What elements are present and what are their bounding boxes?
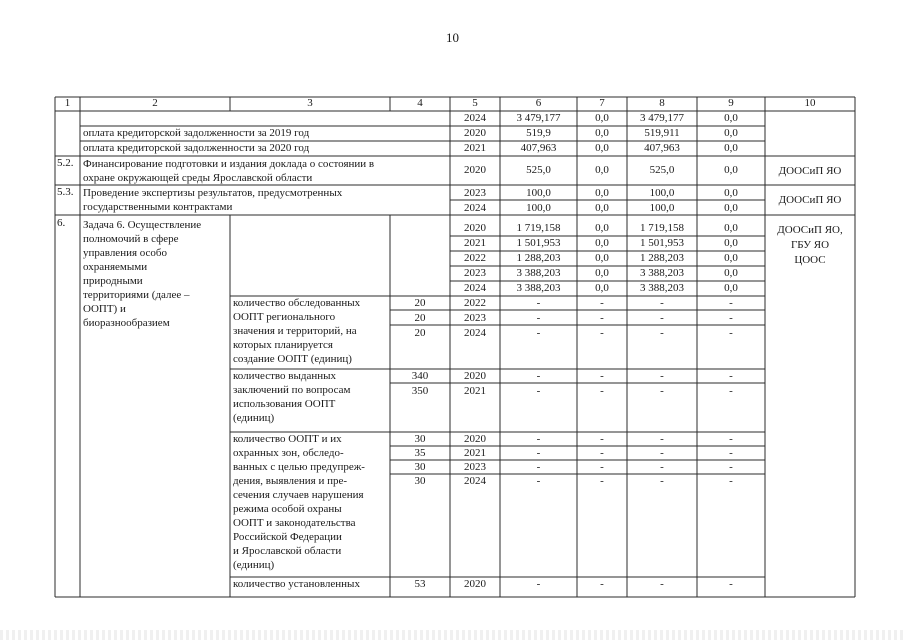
top-row-year: 2021 — [464, 142, 486, 154]
column-header-2: 2 — [152, 97, 158, 109]
task6-finance-c6: 3 388,203 — [516, 282, 561, 294]
row-53-c8: 100,0 — [649, 187, 675, 199]
task6-finance-c9: 0,0 — [724, 252, 738, 264]
indicator-name: использования ООПТ — [233, 398, 336, 410]
row-52-c8: 525,0 — [649, 164, 675, 176]
task6-finance-c7: 0,0 — [595, 267, 609, 279]
task6-finance-c8: 3 388,203 — [640, 267, 684, 279]
task-description: ООПТ) и — [83, 303, 126, 315]
indicator-name: дения, выявления и пре- — [233, 475, 348, 487]
row-53-c6: 100,0 — [526, 187, 551, 199]
task6-finance-c7: 0,0 — [595, 222, 609, 234]
row-52-c6: 525,0 — [526, 164, 551, 176]
task6-finance-year: 2024 — [464, 282, 486, 294]
indicator-row-c9: - — [729, 312, 733, 324]
task6-finance-c9: 0,0 — [724, 237, 738, 249]
indicator-row-year: 2020 — [464, 433, 486, 445]
indicator-name: заключений по вопросам — [233, 384, 351, 396]
column-header-5: 5 — [472, 97, 478, 109]
column-header-4: 4 — [417, 97, 423, 109]
indicator-row-c8: - — [660, 312, 664, 324]
indicator-value: 350 — [411, 385, 429, 397]
indicator-row-c9: - — [729, 475, 733, 487]
top-row-c9: 0,0 — [724, 142, 738, 154]
task-description: охраняемыми — [83, 261, 148, 273]
indicator-row-c6: - — [536, 297, 541, 309]
top-row-c8: 3 479,177 — [640, 112, 684, 124]
task-description: территориями (далее – — [83, 289, 190, 301]
top-row-c9: 0,0 — [724, 127, 738, 139]
indicator-row-c7: - — [600, 461, 604, 473]
indicator-row-c7: - — [600, 312, 604, 324]
indicator-row-c8: - — [660, 297, 664, 309]
row-53-c8: 100,0 — [649, 202, 675, 214]
indicator-row-c9: - — [729, 461, 733, 473]
row-53-year: 2023 — [464, 187, 486, 199]
indicator-name: ванных с целью предупреж- — [233, 461, 365, 473]
indicator-name: охранных зон, обследо- — [233, 447, 344, 459]
task6-finance-c8: 1 288,203 — [640, 252, 684, 264]
row-52-c9: 0,0 — [724, 164, 738, 176]
indicator-row-year: 2020 — [464, 370, 486, 382]
indicator-name: режима особой охраны — [233, 503, 342, 515]
indicator-value: 53 — [414, 578, 426, 590]
top-row-c6: 407,963 — [520, 142, 557, 154]
executor: ДООСиП ЯО — [778, 194, 842, 206]
indicator-row-c7: - — [600, 447, 604, 459]
indicator-row-c7: - — [600, 370, 604, 382]
top-row-c6: 519,9 — [526, 127, 551, 139]
indicator-row-year: 2024 — [464, 475, 486, 487]
indicator-row-year: 2021 — [464, 447, 486, 459]
top-row-year: 2020 — [464, 127, 486, 139]
column-header-1: 1 — [64, 97, 71, 109]
indicator-name: ООПТ регионального — [233, 311, 336, 323]
top-row-c6: 3 479,177 — [516, 112, 561, 124]
indicator-value: 20 — [414, 327, 426, 339]
indicator-row-c8: - — [660, 385, 664, 397]
task6-finance-c8: 3 388,203 — [640, 282, 684, 294]
indicator-row-c8: - — [660, 327, 664, 339]
indicator-row-c6: - — [536, 475, 541, 487]
executor: ЦООС — [794, 254, 826, 266]
row-52-c7: 0,0 — [595, 164, 609, 176]
column-header-9: 9 — [728, 97, 734, 109]
indicator-row-c6: - — [536, 433, 541, 445]
task-description: Задача 6. Осуществление — [83, 219, 202, 231]
task6-finance-c8: 1 719,158 — [640, 222, 684, 234]
task6-finance-c9: 0,0 — [724, 282, 738, 294]
column-header-6: 6 — [535, 97, 542, 109]
indicator-row-c9: - — [729, 327, 733, 339]
indicator-value: 35 — [414, 447, 426, 459]
indicator-name: и Ярославской области — [233, 545, 342, 557]
row-52-year: 2020 — [464, 164, 486, 176]
indicator-row-c7: - — [600, 297, 604, 309]
indicator-row-c6: - — [536, 327, 541, 339]
task-description: управления особо — [83, 247, 168, 259]
indicator-row-c8: - — [660, 475, 664, 487]
item-description: охране окружающей среды Ярославской области — [83, 172, 313, 184]
indicator-row-year: 2022 — [464, 297, 486, 309]
task-description: полномочий в сфере — [83, 233, 179, 245]
indicator-row-c9: - — [729, 578, 733, 590]
indicator-row-year: 2021 — [464, 385, 486, 397]
indicator-name: (единиц) — [233, 412, 275, 424]
indicator-row-year: 2023 — [464, 461, 486, 473]
indicator-value: 30 — [414, 461, 426, 473]
row-53-c9: 0,0 — [724, 202, 738, 214]
task6-finance-c9: 0,0 — [724, 222, 738, 234]
column-header-8: 8 — [659, 97, 665, 109]
executor: ДООСиП ЯО, — [777, 224, 843, 236]
indicator-row-c9: - — [729, 370, 733, 382]
indicator-name: количество выданных — [233, 370, 336, 382]
row-53-c9: 0,0 — [724, 187, 738, 199]
indicator-row-c7: - — [600, 433, 604, 445]
top-row-year: 2024 — [464, 112, 486, 124]
indicator-row-c9: - — [729, 385, 733, 397]
indicator-value: 30 — [414, 433, 426, 445]
item-description: оплата кредиторской задолженности за 2020 год — [83, 142, 310, 154]
scan-edge-artifact — [0, 630, 905, 640]
row-53-c6: 100,0 — [526, 202, 551, 214]
task6-finance-c6: 1 288,203 — [516, 252, 561, 264]
task6-finance-c7: 0,0 — [595, 252, 609, 264]
top-row-c8: 407,963 — [644, 142, 680, 154]
indicator-row-year: 2024 — [464, 327, 486, 339]
indicator-row-c9: - — [729, 433, 733, 445]
indicator-row-c8: - — [660, 461, 664, 473]
indicator-name: создание ООПТ (единиц) — [233, 353, 352, 365]
row-53-year: 2024 — [464, 202, 486, 214]
indicator-row-c9: - — [729, 447, 733, 459]
indicator-row-c6: - — [536, 385, 541, 397]
indicator-row-year: 2020 — [464, 578, 486, 590]
top-row-c7: 0,0 — [595, 127, 609, 139]
indicator-row-c7: - — [600, 578, 604, 590]
indicator-row-c6: - — [536, 370, 541, 382]
page-number: 10 — [446, 30, 459, 45]
indicator-name: значения и территорий, на — [233, 325, 357, 337]
indicator-row-c6: - — [536, 461, 541, 473]
task6-finance-c7: 0,0 — [595, 237, 609, 249]
item-number: 5.3. — [57, 186, 74, 198]
task6-finance-c6: 3 388,203 — [516, 267, 561, 279]
top-row-c9: 0,0 — [724, 112, 738, 124]
task6-finance-c8: 1 501,953 — [640, 237, 684, 249]
indicator-name: количество ООПТ и их — [233, 433, 342, 445]
indicator-row-c8: - — [660, 447, 664, 459]
indicator-row-c6: - — [536, 447, 541, 459]
task6-finance-year: 2023 — [464, 267, 486, 279]
row-53-c7: 0,0 — [595, 187, 609, 199]
indicator-name: (единиц) — [233, 559, 275, 571]
top-row-c7: 0,0 — [595, 112, 609, 124]
indicator-row-year: 2023 — [464, 312, 486, 324]
indicator-row-c8: - — [660, 433, 664, 445]
column-header-3: 3 — [307, 97, 313, 109]
indicator-name: количество обследованных — [233, 297, 361, 309]
indicator-value: 20 — [414, 312, 426, 324]
indicator-name: которых планируется — [233, 339, 333, 351]
indicator-row-c7: - — [600, 475, 604, 487]
item-description: Финансирование подготовки и издания доклада о состоянии в — [83, 158, 375, 170]
item-number: 5.2. — [57, 157, 74, 169]
indicator-name: сечения случаев нарушения — [233, 489, 364, 501]
task6-finance-c6: 1 719,158 — [516, 222, 561, 234]
indicator-value: 20 — [414, 297, 426, 309]
indicator-value: 30 — [414, 475, 426, 487]
indicator-name: ООПТ и законодательства — [233, 517, 356, 529]
executor: ДООСиП ЯО — [778, 165, 842, 177]
item-description: оплата кредиторской задолженности за 2019 год — [83, 127, 310, 139]
item-description: Проведение экспертизы результатов, предусмотренных — [83, 187, 343, 199]
task6-finance-year: 2020 — [464, 222, 486, 234]
top-row-c8: 519,911 — [644, 127, 680, 139]
task-description: биоразнообразием — [83, 317, 170, 329]
task6-finance-c6: 1 501,953 — [516, 237, 561, 249]
task6-finance-year: 2021 — [464, 237, 486, 249]
column-header-7: 7 — [599, 97, 605, 109]
task-description: природными — [83, 275, 143, 287]
executor: ГБУ ЯО — [790, 239, 830, 251]
row-53-c7: 0,0 — [595, 202, 609, 214]
top-row-c7: 0,0 — [595, 142, 609, 154]
indicator-row-c7: - — [600, 327, 604, 339]
indicator-value: 340 — [411, 370, 429, 382]
indicator-name: Российской Федерации — [233, 531, 342, 543]
indicator-row-c9: - — [729, 297, 733, 309]
indicator-row-c8: - — [660, 370, 664, 382]
task6-finance-c9: 0,0 — [724, 267, 738, 279]
indicator-name: количество установленных — [233, 578, 360, 590]
item-number: 6. — [57, 217, 66, 229]
indicator-row-c7: - — [600, 385, 604, 397]
indicator-row-c8: - — [660, 578, 664, 590]
indicator-row-c6: - — [536, 312, 541, 324]
task6-finance-year: 2022 — [464, 252, 486, 264]
column-header-10: 10 — [804, 97, 816, 109]
task6-finance-c7: 0,0 — [595, 282, 609, 294]
indicator-row-c6: - — [536, 578, 541, 590]
item-description: государственными контрактами — [83, 201, 233, 213]
